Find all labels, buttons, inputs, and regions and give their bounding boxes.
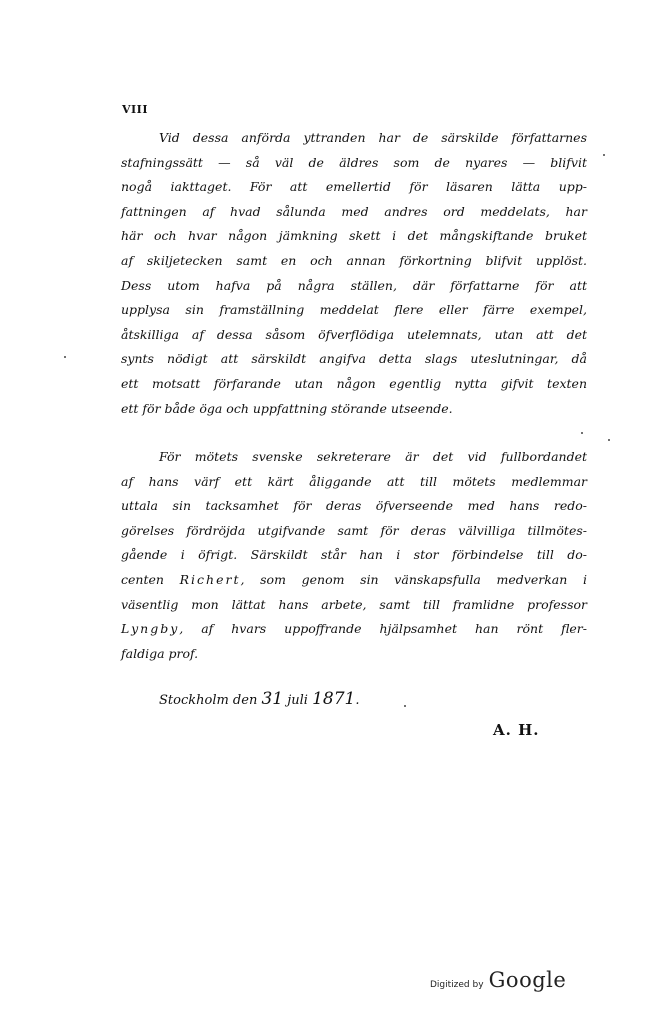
text-line: stafningssätt — så väl de äldres som de nyares — blifvit — [121, 154, 587, 170]
text-fragment: , af hvars uppoffrande hjälpsamhet han rönt fler- — [179, 621, 587, 637]
text-line: väsentlig mon lättat hans arbete, samt till framlidne professor — [121, 596, 587, 612]
person-name-lyngby: Lyngby — [121, 621, 180, 637]
text-line: ett för både öga och uppfattning störande utseende. — [121, 400, 453, 416]
text-line: ett motsatt förfarande utan någon egentlig nytta gifvit texten — [121, 375, 587, 391]
text-line: fattningen af hvad sålunda med andres ord meddelats, har — [121, 203, 587, 219]
paragraph-acknowledgements — [121, 445, 587, 666]
text-line: För mötets svenske sekreterare är det vid fullbordandet — [159, 449, 587, 464]
place-and-date — [159, 689, 359, 709]
scan-speck — [404, 705, 406, 707]
text-line: Vid dessa anförda yttranden har de särskilde författarnes — [159, 130, 587, 145]
text-line: synts nödigt att särskildt angifva detta slags uteslutningar, då — [121, 351, 587, 367]
text-line — [121, 568, 587, 593]
text-line: faldiga prof. — [121, 645, 199, 661]
person-name-richert: Richert — [179, 571, 241, 587]
text-line: gående i öfrigt. Särskildt står han i stor förbindelse till do- — [121, 547, 587, 563]
text-line: görelses fördröjda utgifvande samt för deras välvilliga tillmötes- — [121, 522, 587, 538]
text-line: upplysa sin framställning meddelat flere eller färre exempel, — [121, 302, 587, 318]
text-line: uttala sin tacksamhet för deras öfverseende med hans redo- — [121, 498, 587, 514]
date-month: juli — [283, 693, 313, 708]
scan-speck — [603, 154, 605, 156]
text-fragment: , som genom sin vänskapsfulla medverkan i — [240, 571, 587, 587]
digitized-by-label: Digitized by — [430, 980, 484, 990]
text-line: här och hvar någon jämkning skett i det mångskiftande bruket — [121, 228, 587, 244]
scan-speck — [581, 432, 583, 434]
date-day: 31 — [261, 689, 284, 709]
text-line: åtskilliga af dessa såsom öfverflödiga utelemnats, utan att det — [121, 326, 587, 342]
date-end: . — [355, 693, 360, 708]
signature-initials: A. H. — [493, 721, 540, 739]
paragraph-editorial-note — [121, 126, 587, 421]
text-line: Dess utom hafva på några ställen, där författarne för att — [121, 277, 587, 293]
date-year: 1871 — [312, 689, 356, 709]
text-line: af skiljetecken samt en och annan förkortning blifvit upplöst. — [121, 252, 587, 268]
page-number: VIII — [122, 103, 148, 116]
text-line — [121, 617, 587, 642]
text-fragment: centen — [121, 571, 180, 587]
text-line: nogå iakttaget. För att emellertid för läsaren lätta upp- — [121, 179, 587, 195]
digitized-by-watermark — [430, 968, 566, 992]
place-text: Stockholm den — [159, 693, 262, 708]
google-logo: Google — [488, 968, 567, 992]
text-line: af hans värf ett kärt åliggande att till mötets medlemmar — [121, 473, 587, 489]
scan-speck — [64, 356, 66, 358]
scan-speck — [608, 439, 610, 441]
